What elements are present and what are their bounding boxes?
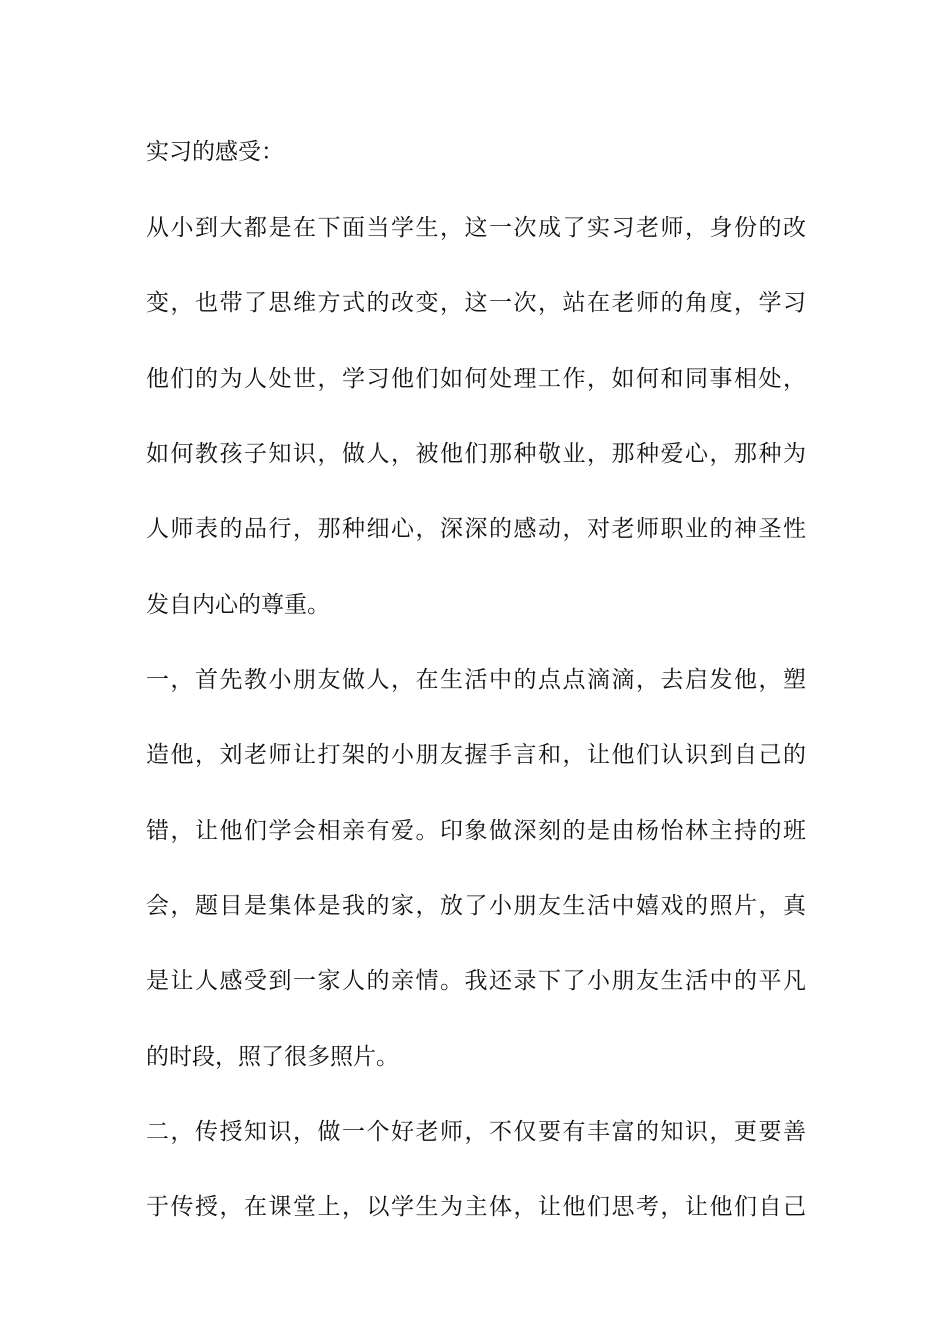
paragraph-line: 他们的为人处世，学习他们如何处理工作，如何和同事相处， — [146, 366, 806, 392]
paragraph-line: 如何教孩子知识，做人，被他们那种敬业，那种爱心，那种为 — [146, 441, 806, 467]
paragraph-line: 于传授，在课堂上，以学生为主体，让他们思考，让他们自己 — [146, 1194, 806, 1220]
paragraph-line: 人师表的品行，那种细心，深深的感动，对老师职业的神圣性 — [146, 516, 806, 542]
paragraph-line: 会，题目是集体是我的家，放了小朋友生活中嬉戏的照片，真 — [146, 893, 806, 919]
paragraph-line: 发自内心的尊重。 — [146, 592, 330, 618]
paragraph-line: 造他，刘老师让打架的小朋友握手言和，让他们认识到自己的 — [146, 742, 806, 768]
paragraph-line: 二，传授知识，做一个好老师，不仅要有丰富的知识，更要善 — [146, 1119, 806, 1145]
paragraph-line: 从小到大都是在下面当学生，这一次成了实习老师，身份的改 — [146, 215, 806, 241]
paragraph-line: 是让人感受到一家人的亲情。我还录下了小朋友生活中的平凡 — [146, 968, 806, 994]
paragraph-line: 的时段，照了很多照片。 — [146, 1044, 399, 1070]
paragraph-line: 一，首先教小朋友做人，在生活中的点点滴滴，去启发他，塑 — [146, 667, 806, 693]
paragraph-line: 错，让他们学会相亲有爱。印象做深刻的是由杨怡林主持的班 — [146, 818, 806, 844]
heading-internship-feelings: 实习的感受： — [146, 139, 284, 165]
paragraph-line: 变，也带了思维方式的改变，这一次，站在老师的角度，学习 — [146, 290, 806, 316]
